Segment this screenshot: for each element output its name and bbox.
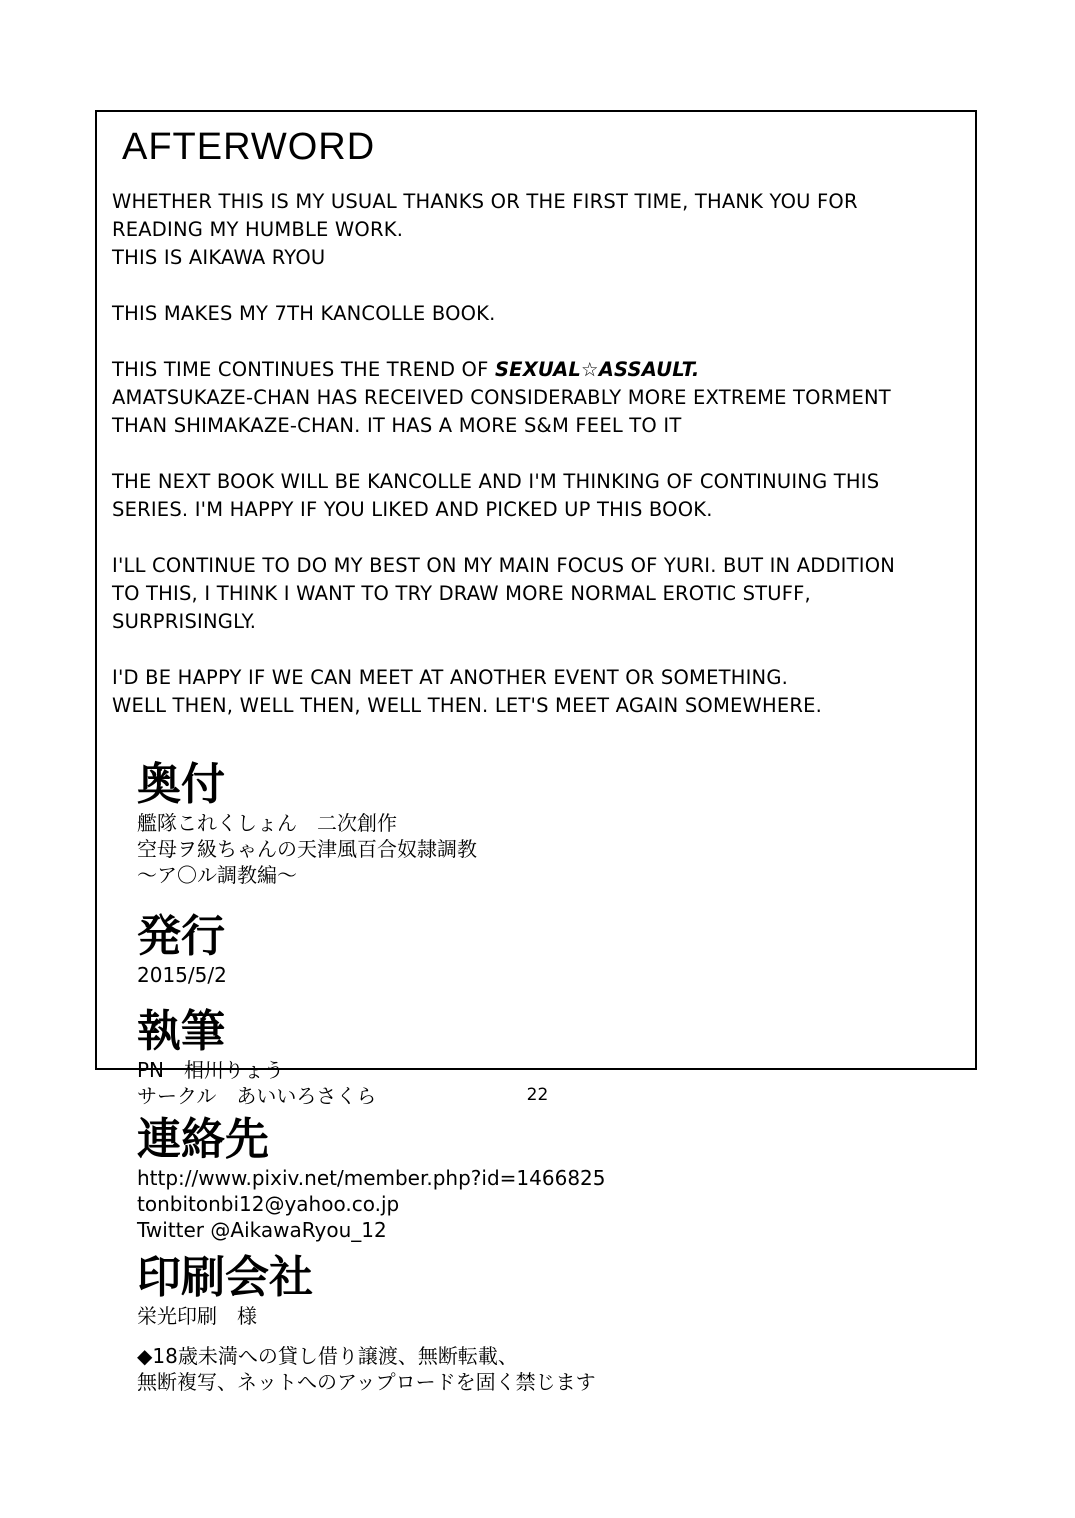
okuzuke-line: 艦隊これくしょん 二次創作 — [137, 811, 397, 835]
okuzuke-heading: 奥付 — [137, 759, 225, 810]
afterword-paragraph: THIS TIME CONTINUES THE TREND OF SEXUAL☆ASSAULT. AMATSUKAZE-CHAN HAS RECEIVED CONSIDERABLY MORE EXTREME TORMENT THAN SHIMAKAZE-CHAN. IT HAS A MORE S&M FEEL TO IT — [112, 358, 891, 437]
afterword-title: AFTERWORD — [122, 126, 376, 168]
publish-date: 2015/5/2 — [137, 963, 227, 987]
email-address: tonbitonbi12@yahoo.co.jp — [137, 1192, 400, 1216]
circle-name: サークル あいいろさくら — [137, 1084, 377, 1108]
colophon-okuzuke — [137, 760, 477, 888]
colophon-insatsu — [137, 1253, 313, 1329]
hakko-heading: 発行 — [137, 911, 225, 962]
notice-line: 無断複写、ネットへのアップロードを固く禁じます — [137, 1370, 596, 1394]
twitter-handle: Twitter @AikawaRyou_12 — [137, 1218, 387, 1242]
printer-name: 栄光印刷 様 — [137, 1304, 257, 1328]
colophon-renrakusaki — [137, 1115, 606, 1243]
afterword-paragraph: I'LL CONTINUE TO DO MY BEST ON MY MAIN FOCUS OF YURI. BUT IN ADDITION TO THIS, I THINK I WANT TO TRY DRAW MORE NORMAL EROTIC STUFF, SURPRISINGLY. — [112, 554, 896, 633]
afterword-body — [112, 188, 962, 720]
pixiv-url: http://www.pixiv.net/member.php?id=1466825 — [137, 1166, 606, 1190]
okuzuke-line: 空母ヲ級ちゃんの天津風百合奴隷調教 — [137, 837, 477, 861]
insatsu-heading: 印刷会社 — [137, 1252, 313, 1303]
colophon-notice — [137, 1343, 596, 1395]
afterword-paragraph: THE NEXT BOOK WILL BE KANCOLLE AND I'M THINKING OF CONTINUING THIS SERIES. I'M HAPPY IF YOU LIKED AND PICKED UP THIS BOOK. — [112, 470, 880, 521]
afterword-paragraph: WHETHER THIS IS MY USUAL THANKS OR THE FIRST TIME, THANK YOU FOR READING MY HUMBLE WORK. THIS IS AIKAWA RYOU — [112, 190, 858, 269]
afterword-paragraph: I'D BE HAPPY IF WE CAN MEET AT ANOTHER EVENT OR SOMETHING. WELL THEN, WELL THEN, WELL THEN. LET'S MEET AGAIN SOMEWHERE. — [112, 666, 823, 717]
shippitsu-heading: 執筆 — [137, 1006, 225, 1057]
renrakusaki-heading: 連絡先 — [137, 1114, 269, 1165]
notice-line: ◆18歳未満への貸し借り譲渡、無断転載、 — [137, 1344, 518, 1368]
okuzuke-line: ～ア〇ル調教編～ — [137, 863, 297, 887]
colophon-hakko — [137, 912, 227, 988]
afterword-paragraph: THIS MAKES MY 7TH KANCOLLE BOOK. — [112, 302, 496, 325]
emphasis-text: SEXUAL☆ASSAULT. — [494, 358, 700, 381]
pen-name: PN 相川りょう — [137, 1058, 285, 1082]
page-number: 22 — [526, 1085, 549, 1105]
